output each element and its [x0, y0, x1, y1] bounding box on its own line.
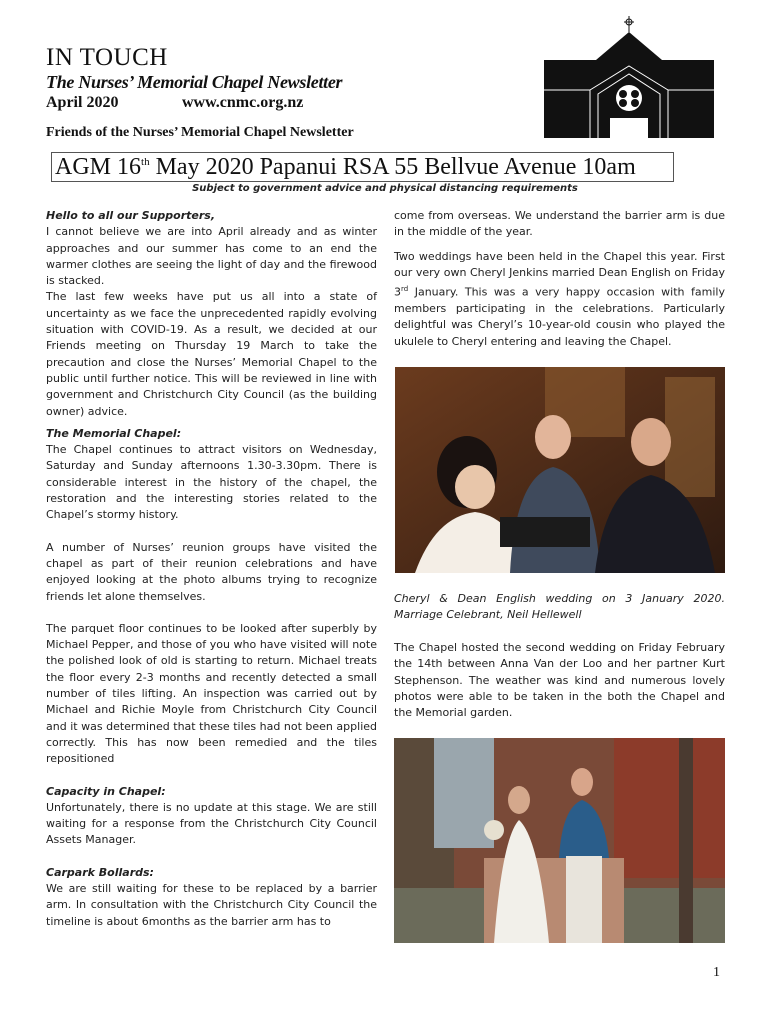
second-wedding-block — [394, 640, 725, 721]
chapel-paragraph: The Chapel continues to attract visitors on Wednesday, Saturday and Sunday afternoons 1.30-3.30pm. There is considerable interest in the history of the chapel, the restoration and the interesting stories related to the Chapel’s stormy history. — [46, 443, 377, 522]
page-number: 1 — [713, 965, 720, 980]
caption-block — [394, 591, 725, 624]
issue-date: April 2020 — [46, 94, 119, 111]
agm-banner — [51, 152, 674, 182]
intro-paragraph: I cannot believe we are into April already and as winter approaches and our summer has come to an end the warmer clothes are seeing the light of day and the firewood is stacked. — [46, 225, 377, 288]
website-link[interactable]: www.cnmc.org.nz — [182, 94, 304, 111]
capacity-paragraph: Unfortunately, there is no update at this stage. We are still waiting for a response from the Christchurch City Council Assets Manager. — [46, 800, 377, 847]
agm-note: Subject to government advice and physical distancing requirements — [192, 183, 578, 194]
wedding-photo-chapel — [395, 367, 725, 573]
agm-heading: AGM 16th May 2020 Papanui RSA 55 Bellvue Avenue 10am — [55, 154, 636, 180]
chapel-logo-icon — [540, 14, 718, 140]
second-wedding-paragraph: The Chapel hosted the second wedding on Friday February the 14th between Anna Van der Loo and her partner Kurt Stephenson. The weather was kind and numerous lovely photos were able to be taken in the both the Chapel and the Memorial garden. — [394, 641, 725, 720]
right-column-top — [394, 208, 725, 350]
heading-memorial-chapel: The Memorial Chapel: — [46, 426, 182, 440]
carpark-paragraph: We are still waiting for these to be replaced by a barrier arm. In consultation with the Christchurch City Council the timeline is about 6months as the barrier arm has to — [46, 881, 377, 928]
newsletter-subtitle: The Nurses’ Memorial Chapel Newsletter — [46, 72, 343, 92]
heading-capacity: Capacity in Chapel: — [46, 784, 166, 798]
floor-paragraph: The parquet floor continues to be looked after superbly by Michael Pepper, and those of you who have visited will note the polished look of old is starting to return. Michael treats the floor every 2-3 months and recently detected a small number of tiles lifting. An inspection was carried out by Michael and Richie Moyle from Christchurch City Council and it was determined that these tiles had not been applied correctly. This has now been remedied and the tiles repositioned — [46, 621, 377, 766]
covid-paragraph: The last few weeks have put us all into a state of uncertainty as we face the unprecedented rapidly evolving situation with COVID-19. As a result, we decided at our Friends meeting on Thursday 19 March to take the precaution and close the Nurses’ Memorial Chapel to the public until further notice. This will be reviewed in line with government and Christchurch City Council (as the building owner) advice. — [46, 290, 377, 418]
friends-line: Friends of the Nurses’ Memorial Chapel Newsletter — [46, 125, 354, 140]
wedding-photo-garden — [394, 738, 725, 943]
left-column — [46, 208, 377, 930]
continued-paragraph: come from overseas. We understand the barrier arm is due in the middle of the year. — [394, 209, 725, 239]
heading-carpark: Carpark Bollards: — [46, 865, 154, 879]
weddings-paragraph: Two weddings have been held in the Chapel this year. First our very own Cheryl Jenkins married Dean English on Friday 3rd January. This was a very happy occasion with family members participating in the celebrations. Particularly delightful was Cheryl’s 10-year-old cousin who played the ukulele to Cheryl entering and leaving the Chapel. — [394, 249, 725, 348]
newsletter-title: IN TOUCH — [46, 44, 168, 71]
reunion-paragraph: A number of Nurses’ reunion groups have visited the chapel as part of their reunion celebrations and have enjoyed looking at the photo albums trying to recognize friends let alone themselves. — [46, 540, 377, 603]
photo-caption: Cheryl & Dean English wedding on 3 January 2020. Marriage Celebrant, Neil Hellewell — [394, 592, 725, 622]
greeting: Hello to all our Supporters, — [46, 209, 216, 222]
